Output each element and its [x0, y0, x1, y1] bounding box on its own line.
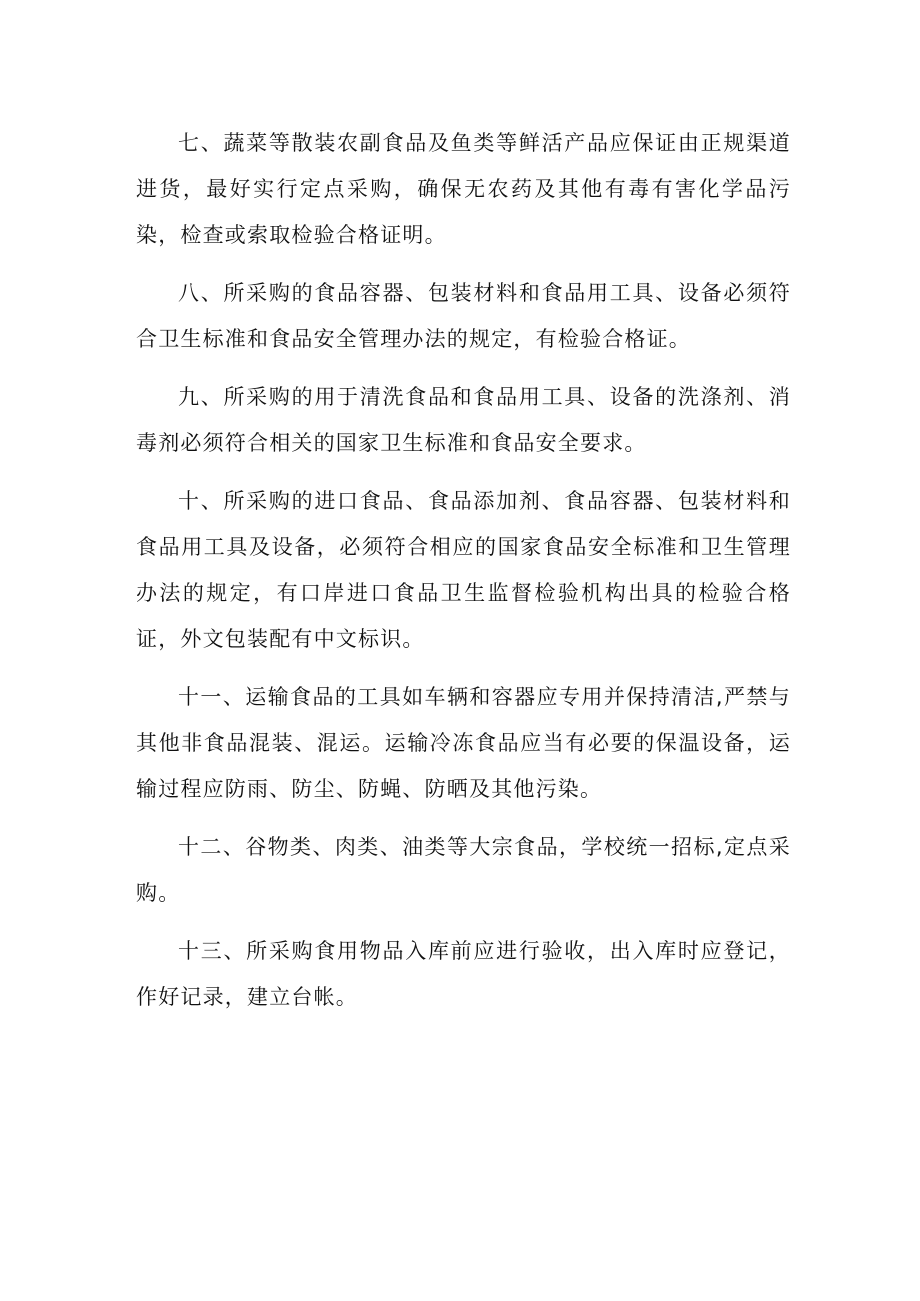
- paragraph-item-7: 七、蔬菜等散装农副食品及鱼类等鲜活产品应保证由正规渠道进货，最好实行定点采购，确保无农药及其他有毒有害化学品污染，检查或索取检验合格证明。: [136, 131, 791, 247]
- paragraph-item-13: 十三、所采购食用物品入库前应进行验收，出入库时应登记，作好记录，建立台帐。: [136, 939, 791, 1009]
- paragraph-item-9: 九、所采购的用于清洗食品和食品用工具、设备的洗涤剂、消毒剂必须符合相关的国家卫生标准和食品安全要求。: [136, 385, 791, 455]
- paragraph-item-12: 十二、谷物类、肉类、油类等大宗食品，学校统一招标,定点采购。: [136, 835, 791, 905]
- document-body: [136, 120, 791, 1032]
- paragraph-item-8: 八、所采购的食品容器、包装材料和食品用工具、设备必须符合卫生标准和食品安全管理办法的规定，有检验合格证。: [136, 281, 791, 351]
- paragraph-item-10: 十、所采购的进口食品、食品添加剂、食品容器、包装材料和食品用工具及设备，必须符合相应的国家食品安全标准和卫生管理办法的规定，有口岸进口食品卫生监督检验机构出具的检验合格证，外文包装配有中文标识。: [136, 489, 791, 651]
- paragraph-item-11: 十一、运输食品的工具如车辆和容器应专用并保持清洁,严禁与其他非食品混装、混运。运输冷冻食品应当有必要的保温设备，运输过程应防雨、防尘、防蝇、防晒及其他污染。: [136, 685, 791, 801]
